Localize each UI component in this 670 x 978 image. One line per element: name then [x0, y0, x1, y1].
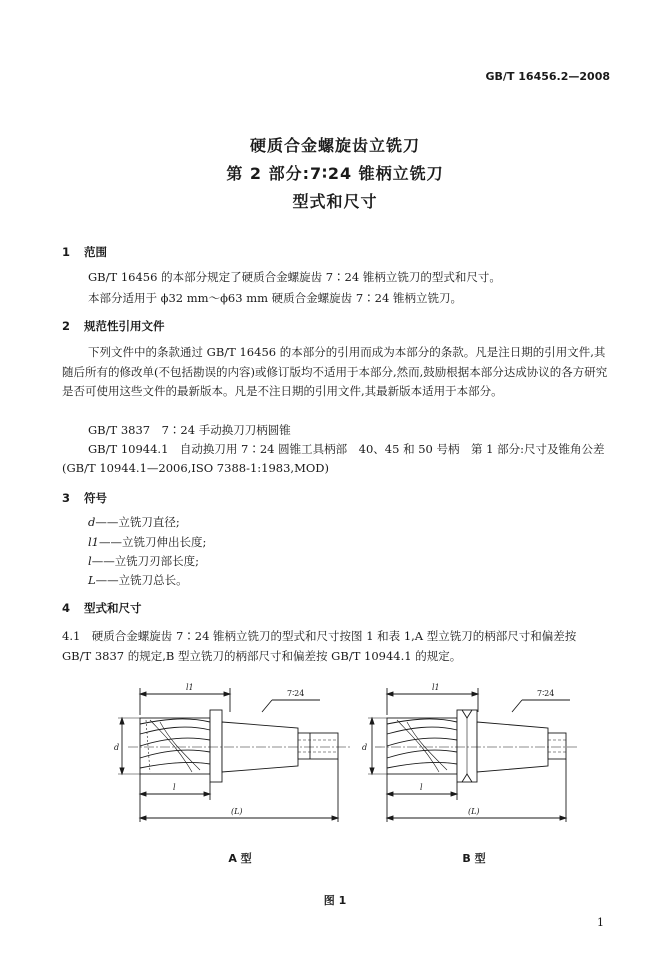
doc-title-line2: 第 2 部分:7∶24 锥柄立铣刀: [226, 164, 444, 183]
section-4-heading: [62, 600, 142, 616]
section-4-1-paragraph: 4.1 硬质合金螺旋齿 7∶24 锥柄立铣刀的型式和尺寸按图 1 和表 1,A 型立铣刀的柄部尺寸和偏差按 GB/T 3837 的规定,B 型立铣刀的柄部尺寸和偏差按 GB/T 10944.1 的规定。: [62, 629, 577, 663]
type-b-d-label: d: [362, 743, 368, 752]
section-2-heading: [62, 318, 165, 334]
type-b-L-label: (L): [468, 807, 480, 816]
section-1-paragraph-2: 本部分适用于 ϕ32 mm～ϕ63 mm 硬质合金螺旋齿 7∶24 锥柄立铣刀。: [88, 291, 462, 305]
type-a-d-label: d: [114, 743, 120, 752]
symbol-d-text: ——立铣刀直径;: [95, 515, 180, 529]
symbol-d-letter: d: [88, 515, 96, 529]
section-1-heading: [62, 244, 107, 260]
section-3-title: 符号: [84, 491, 107, 505]
reference-gbt-10944-1: GB/T 10944.1 自动换刀用 7∶24 圆锥工具柄部 40、45 和 50 号柄 第 1 部分:尺寸及锥角公差: [88, 442, 605, 456]
section-4-title: 型式和尺寸: [84, 601, 142, 615]
symbol-L-letter: L: [88, 573, 96, 587]
type-b-l1-label: l1: [432, 683, 440, 692]
symbol-l-letter: l: [88, 554, 92, 568]
symbol-L: [88, 572, 188, 588]
symbol-l-text: ——立铣刀刃部长度;: [91, 554, 200, 568]
standard-number: GB/T 16456.2—2008: [485, 70, 610, 83]
symbol-d: [88, 514, 180, 530]
type-a-L-label: (L): [231, 807, 243, 816]
caption-type-b: B 型: [462, 852, 486, 865]
doc-title-line3: 型式和尺寸: [292, 192, 378, 211]
symbol-l: [88, 553, 199, 569]
symbol-l1: [88, 534, 206, 550]
section-2-paragraph: 下列文件中的条款通过 GB/T 16456 的本部分的引用而成为本部分的条款。凡是注日期的引用文件,其随后所有的修改单(不包括勘误的内容)或修订版均不适用于本部分,然而,鼓励根据本部分达成协议的各方研究是否可使用这些文件的最新版本。凡是不注日期的引用文件,其最新版本适用于本部分。: [62, 345, 608, 398]
type-a-taper-label: 7∶24: [287, 689, 305, 698]
reference-gbt-10944-1-cont: (GB/T 10944.1—2006,ISO 7388-1:1983,MOD): [62, 461, 329, 475]
type-b-l-label: l: [420, 783, 423, 792]
type-b-taper-label: 7∶24: [537, 689, 555, 698]
doc-title-line1: 硬质合金螺旋齿立铣刀: [249, 136, 420, 155]
section-1-paragraph-1: GB/T 16456 的本部分规定了硬质合金螺旋齿 7∶24 锥柄立铣刀的型式和尺寸。: [88, 270, 501, 284]
reference-gbt-3837: GB/T 3837 7∶24 手动换刀刀柄圆锥: [88, 423, 291, 437]
type-b-drawing: [362, 683, 578, 822]
section-1-title: 范围: [84, 245, 107, 259]
type-a-drawing: [114, 683, 350, 822]
section-4-number: 4: [62, 601, 71, 615]
type-a-l-label: l: [173, 783, 176, 792]
symbol-l1-text: ——立铣刀伸出长度;: [99, 535, 207, 549]
symbol-l1-letter: l1: [88, 535, 99, 549]
figure-1-drawing: [0, 670, 670, 870]
type-a-l1-label: l1: [186, 683, 194, 692]
page-number: 1: [597, 916, 604, 929]
section-2-number: 2: [62, 319, 71, 333]
symbol-L-text: ——立铣刀总长。: [95, 573, 188, 587]
caption-type-a: A 型: [228, 852, 252, 865]
section-3-number: 3: [62, 491, 71, 505]
section-1-number: 1: [62, 245, 71, 259]
figure-1-caption: 图 1: [323, 894, 347, 907]
section-2-title: 规范性引用文件: [84, 319, 165, 333]
section-3-heading: [62, 490, 107, 506]
